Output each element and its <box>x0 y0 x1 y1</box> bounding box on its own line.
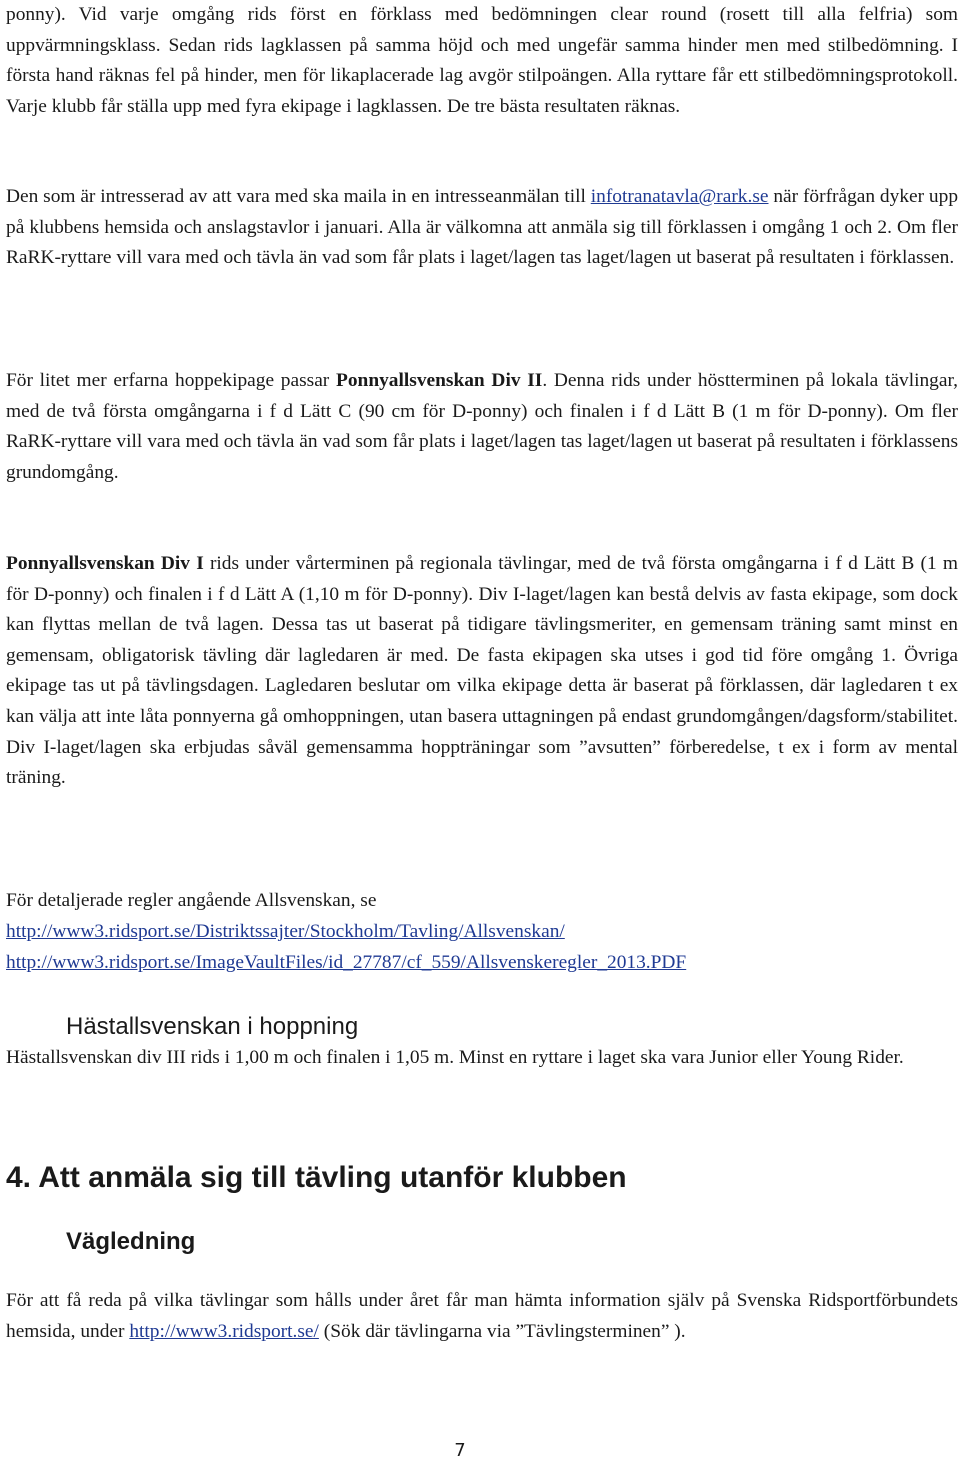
email-link[interactable]: infotranatavla@rark.se <box>590 186 769 207</box>
link-line-1 <box>6 917 565 947</box>
heading-vagledning: Vägledning <box>66 1228 196 1255</box>
allsvenskan-link[interactable]: http://www3.ridsport.se/Distriktssajter/Stockholm/Tavling/Allsvenskan/ <box>6 921 565 942</box>
paragraph-text: För detaljerade regler angående Allsvenskan, se <box>6 890 377 911</box>
paragraph-vagledning <box>6 1286 958 1347</box>
div-i-title: Ponnyallsvenskan Div I <box>6 553 204 574</box>
paragraph-div-ii <box>6 366 958 488</box>
heading-hastallsvenskan: Hästallsvenskan i hoppning <box>66 1013 359 1040</box>
heading-section-4: 4. Att anmäla sig till tävling utanför klubben <box>6 1161 627 1194</box>
page-number: 7 <box>454 1440 466 1461</box>
link-line-2 <box>6 948 686 978</box>
paragraph-text: när förfrågan dyker upp på klubbens hemsida och anslagstavlor i januari. Alla är välkomna att anmäla sig till förklassen i omgång 1 och 2. Om fler RaRK-ryttare vill vara med och tävla än vad som får plats i laget/lagen tas laget/lagen ut baserat på resultaten i förklassen. <box>6 186 959 269</box>
paragraph-text: För litet mer erfarna hoppekipage passar <box>6 370 336 391</box>
paragraph-div-i <box>6 549 958 794</box>
paragraph-text: Den som är intresserad av att vara med ska maila in en intresseanmälan till <box>6 186 591 207</box>
ridsport-link[interactable]: http://www3.ridsport.se/ <box>129 1320 319 1342</box>
paragraph-text: rids under vårterminen på regionala tävlingar, med de två första omgångarna i f d Lätt B (1 m för D-ponny) och finalen i f d Lätt A (1,10 m för D-ponny). Div I-laget/lagen kan bestå delvis av fasta ekipage, som dock kan flyttas mellan de två lagen. Dessa tas ut baserat på tidigare tävlingsmeriter, en gemensam träning samt minst en gemensam, obligatorisk tävling där lagledaren är med. De fasta ekipagen ska utses i god tid före omgång 1. Övriga ekipage tas ut på tävlingsdagen. Lagledaren beslutar om vilka ekipage detta är baserat på förklassen, där lagledaren t ex kan välja att inte låta ponnyerna gå omhoppningen, utan basera uttagningen på endast grundomgången/dagsform/stabilitet. Div I-laget/lagen ska erbjudas såväl gemensamma hoppträningar som ”avsutten” förberedelse, t ex i form av mental träning. <box>6 553 958 789</box>
div-ii-title: Ponnyallsvenskan Div II <box>336 370 543 391</box>
paragraph-text: (Sök där tävlingarna via ”Tävlingsterminen” ). <box>318 1320 686 1342</box>
paragraph-forklass <box>6 0 958 122</box>
paragraph-intresseanmalan <box>6 182 958 274</box>
allsvenskeregler-pdf-link[interactable]: http://www3.ridsport.se/ImageVaultFiles/id_27787/cf_559/Allsvenskeregler_2013.PDF <box>6 952 687 973</box>
paragraph-regler <box>6 886 958 917</box>
paragraph-hastallsvenskan <box>6 1043 958 1074</box>
paragraph-text: För att få reda på vilka tävlingar som hålls under året får man hämta information själv på Svenska Ridsportförbundets hemsida, under <box>6 1290 958 1342</box>
paragraph-text: ponny). Vid varje omgång rids först en förklass med bedömningen clear round (rosett till alla felfria) som uppvärmningsklass. Sedan rids lagklassen på samma höjd och med ungefär samma hinder men med stilbedömning. I första hand räknas fel på hinder, men för likaplacerade lag avgör stilpoängen. Alla ryttare får ett stilbedömningsprotokoll. Varje klubb får ställa upp med fyra ekipage i lagklassen. De tre bästa resultaten räknas. <box>6 4 958 117</box>
paragraph-text: . Denna rids under höstterminen på lokala tävlingar, med de två första omgångarna i f d Lätt C (90 cm för D-ponny) och finalen i f d Lätt B (1 m för D-ponny). Om fler RaRK-ryttare vill vara med och tävla än vad som får plats i laget/lagen tas laget/lagen ut baserat på resultaten i förklassens grundomgång. <box>6 370 958 483</box>
paragraph-text: Hästallsvenskan div III rids i 1,00 m och finalen i 1,05 m. Minst en ryttare i laget ska vara Junior eller Young Rider. <box>6 1047 904 1068</box>
